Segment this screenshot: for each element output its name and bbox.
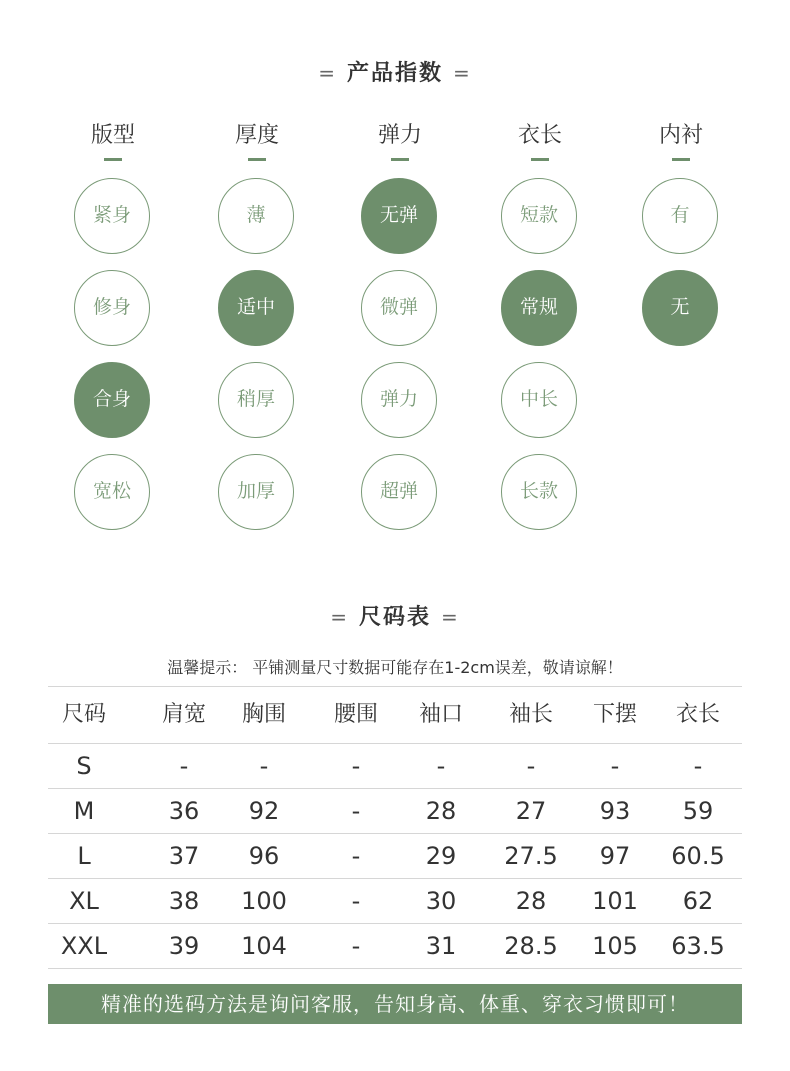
table-cell: 105	[592, 932, 638, 960]
table-header-row	[48, 686, 742, 743]
table-header-cell: 肩宽	[161, 702, 206, 727]
attribute-option-selected: 常规	[501, 270, 577, 346]
attribute-option: 有	[642, 178, 718, 254]
attribute-option: 薄	[218, 178, 294, 254]
table-cell: 62	[682, 887, 714, 915]
attribute-option: 短款	[501, 178, 577, 254]
title-decoration-right: =	[453, 61, 472, 85]
table-header-cell: 袖口	[418, 702, 463, 727]
attribute-column	[621, 122, 741, 318]
attribute-option: 紧身	[74, 178, 150, 254]
table-header-cell: 袖长	[508, 702, 553, 727]
table-cell: 97	[599, 842, 631, 870]
table-cell: -	[526, 752, 536, 780]
table-cell: 27.5	[504, 842, 558, 870]
table-cell: 100	[241, 887, 287, 915]
table-row	[48, 833, 742, 878]
size-label-cell: L	[77, 842, 91, 870]
table-header-cell: 腰围	[333, 702, 378, 727]
attribute-option-selected: 适中	[218, 270, 294, 346]
table-cell: 29	[425, 842, 457, 870]
table-header-cell: 下摆	[592, 702, 637, 727]
table-cell: 38	[168, 887, 200, 915]
attribute-column	[53, 122, 173, 502]
table-cell: 31	[425, 932, 457, 960]
title-decoration-left: =	[318, 61, 337, 85]
table-cell: 27	[515, 797, 547, 825]
attribute-header: 版型	[90, 123, 135, 148]
title-decoration-right: =	[441, 605, 460, 629]
table-cell: -	[351, 797, 361, 825]
table-cell: 63.5	[671, 932, 725, 960]
table-cell: 39	[168, 932, 200, 960]
attribute-underline	[391, 158, 409, 161]
attribute-option: 微弹	[361, 270, 437, 346]
table-cell: 93	[599, 797, 631, 825]
product-index-title	[0, 56, 790, 87]
attribute-option: 修身	[74, 270, 150, 346]
table-cell: -	[693, 752, 703, 780]
title-decoration-left: =	[330, 605, 349, 629]
table-header-cell: 衣长	[675, 702, 720, 727]
table-cell: 36	[168, 797, 200, 825]
attribute-option: 加厚	[218, 454, 294, 530]
attribute-header: 厚度	[234, 123, 279, 148]
attribute-header: 内衬	[658, 123, 703, 148]
attribute-option: 宽松	[74, 454, 150, 530]
attribute-header: 衣长	[517, 123, 562, 148]
size-table	[48, 686, 742, 969]
table-cell: 60.5	[671, 842, 725, 870]
table-row	[48, 923, 742, 969]
size-label-cell: XXL	[60, 932, 108, 960]
table-header-cell: 胸围	[241, 702, 286, 727]
table-cell: 37	[168, 842, 200, 870]
table-cell: -	[610, 752, 620, 780]
size-chart-title	[0, 600, 790, 631]
attribute-option: 中长	[501, 362, 577, 438]
table-cell: -	[351, 887, 361, 915]
attribute-underline	[672, 158, 690, 161]
size-chart-title-text: 尺码表	[358, 605, 431, 630]
table-cell: -	[351, 842, 361, 870]
measurement-tip: 温馨提示： 平铺测量尺寸数据可能存在1-2cm误差，敬请谅解！	[167, 658, 623, 677]
table-cell: -	[436, 752, 446, 780]
table-cell: -	[351, 752, 361, 780]
attribute-underline	[248, 158, 266, 161]
table-cell: 92	[248, 797, 280, 825]
table-cell: 28	[425, 797, 457, 825]
product-index-title-text: 产品指数	[346, 61, 443, 86]
size-label-cell: XL	[69, 887, 99, 915]
attribute-option: 超弹	[361, 454, 437, 530]
table-cell: 101	[592, 887, 638, 915]
table-cell: 30	[425, 887, 457, 915]
attribute-header: 弹力	[377, 123, 422, 148]
attribute-column	[480, 122, 600, 502]
table-cell: -	[351, 932, 361, 960]
table-cell: 28	[515, 887, 547, 915]
table-row	[48, 788, 742, 833]
attribute-option-selected: 无弹	[361, 178, 437, 254]
table-cell: 28.5	[504, 932, 558, 960]
attribute-underline	[104, 158, 122, 161]
size-label-cell: M	[73, 797, 95, 825]
attribute-column	[197, 122, 317, 502]
attribute-option: 长款	[501, 454, 577, 530]
size-label-cell: S	[76, 752, 92, 780]
footer-banner: 精准的选码方法是询问客服，告知身高、体重、穿衣习惯即可！	[48, 984, 742, 1024]
table-row	[48, 743, 742, 788]
attribute-option-selected: 无	[642, 270, 718, 346]
table-cell: 59	[682, 797, 714, 825]
table-cell: 96	[248, 842, 280, 870]
attribute-column	[340, 122, 460, 502]
attribute-underline	[531, 158, 549, 161]
attribute-option-selected: 合身	[74, 362, 150, 438]
table-row	[48, 878, 742, 923]
table-cell: 104	[241, 932, 287, 960]
table-header-cell: 尺码	[61, 702, 106, 727]
table-cell: -	[179, 752, 189, 780]
attribute-option: 弹力	[361, 362, 437, 438]
table-cell: -	[259, 752, 269, 780]
attribute-option: 稍厚	[218, 362, 294, 438]
